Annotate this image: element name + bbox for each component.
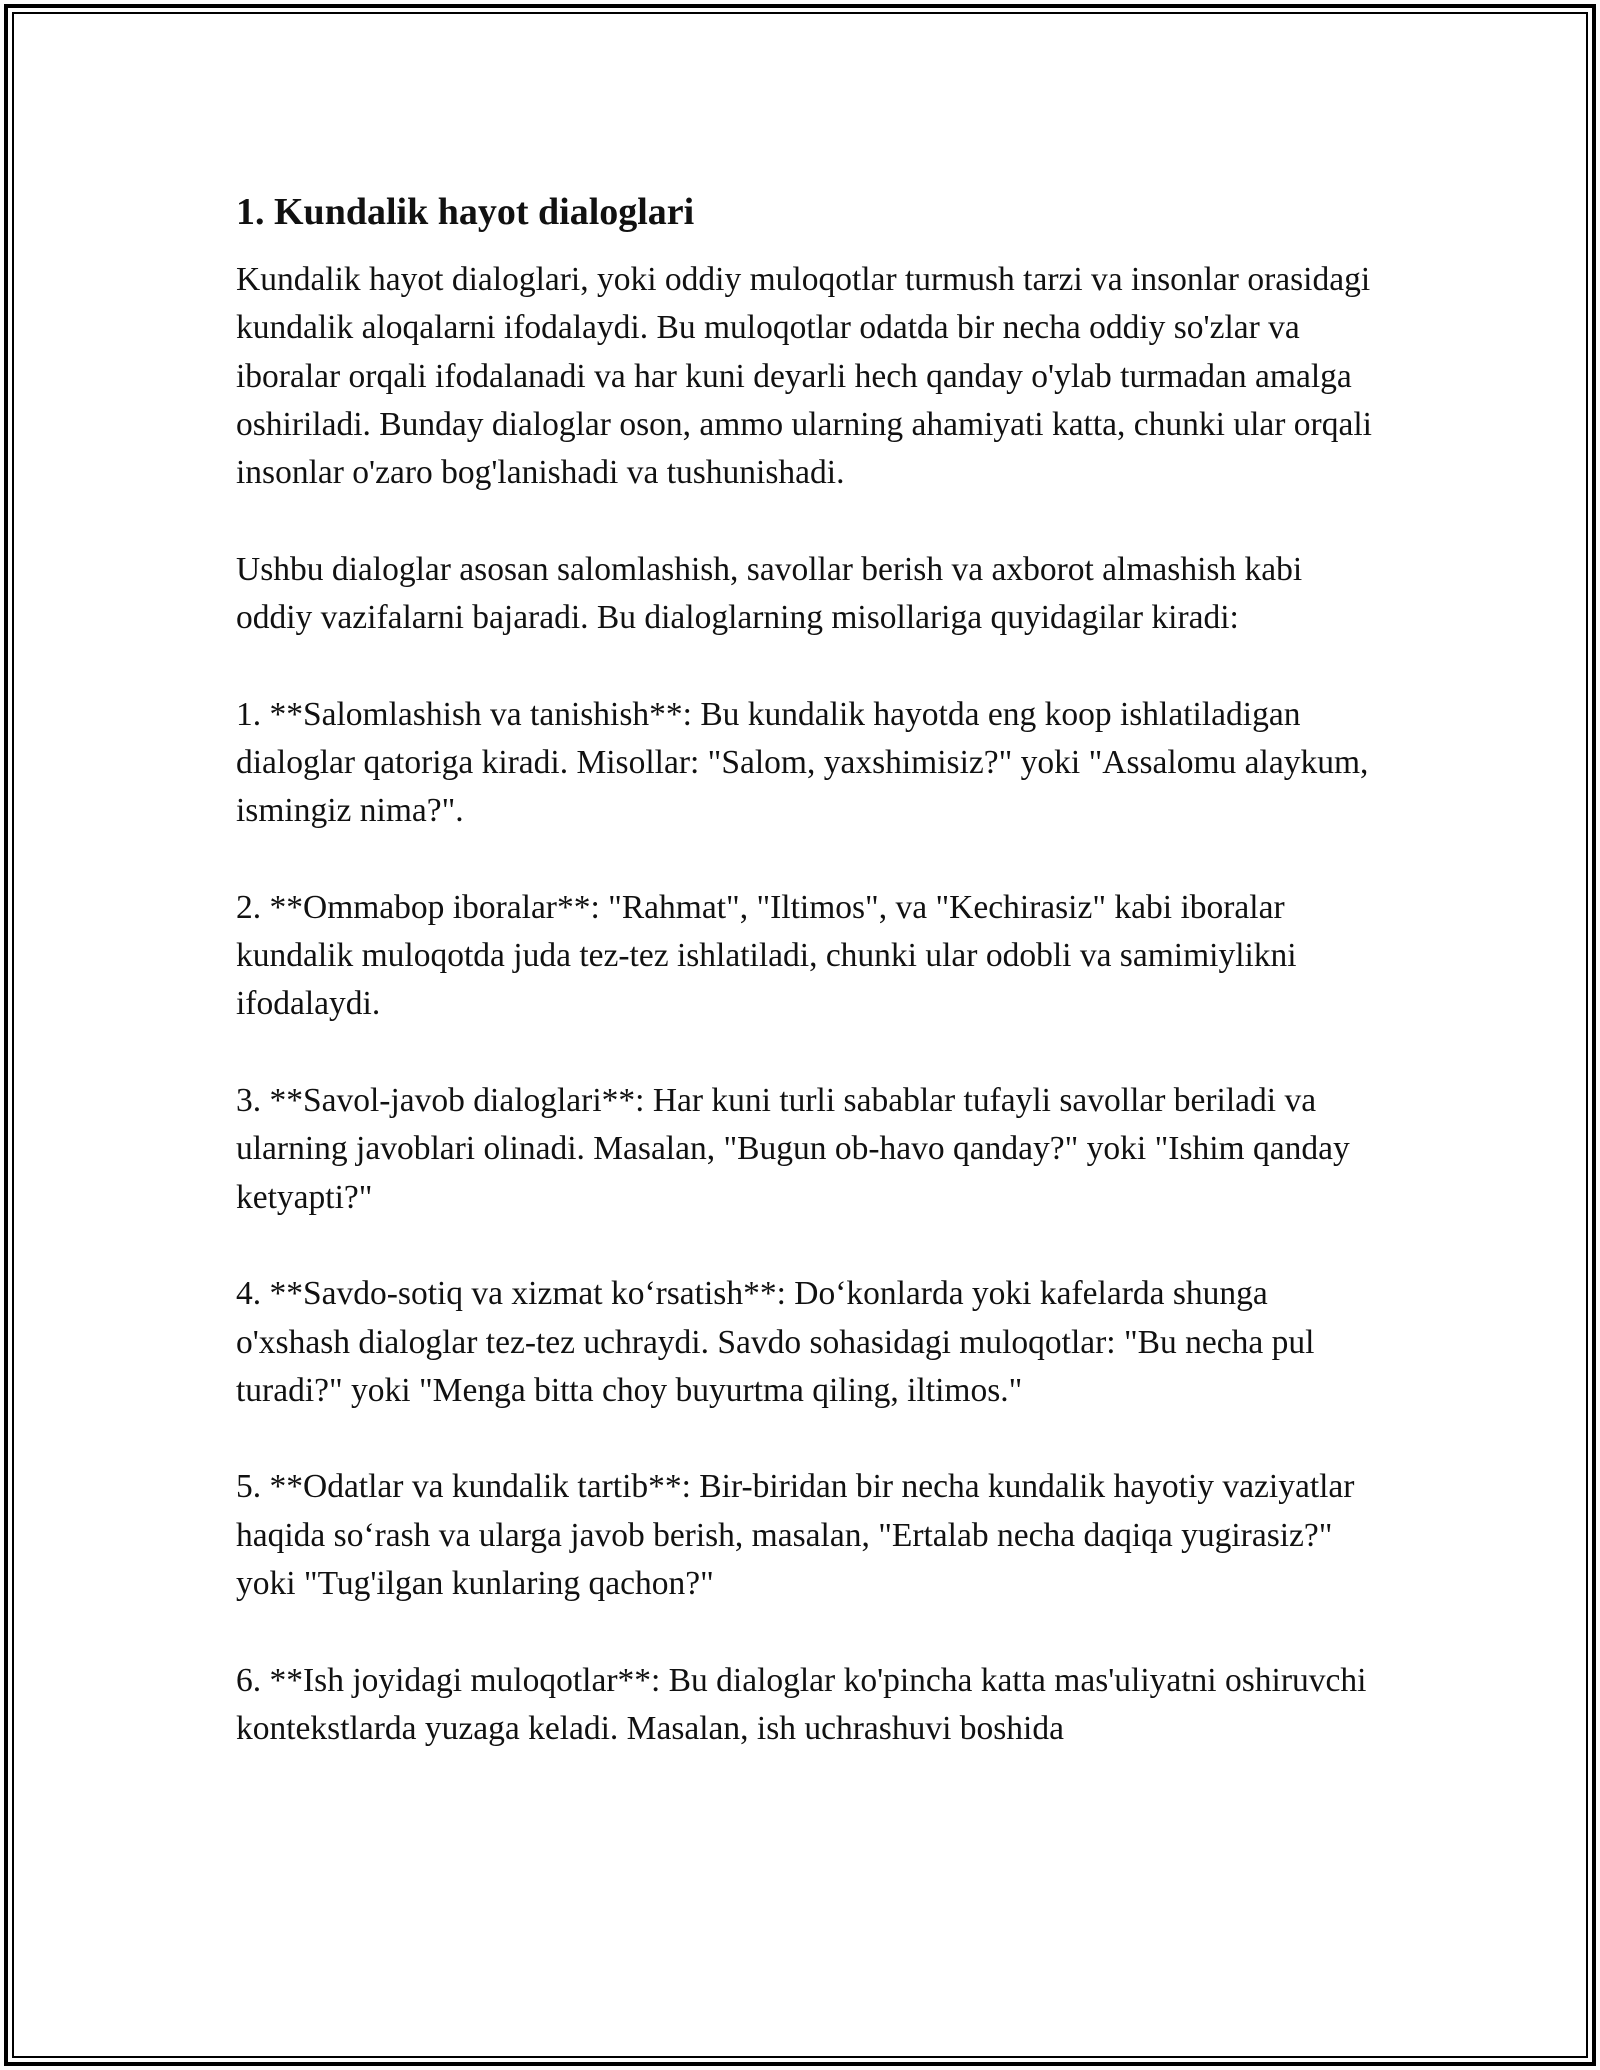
list-item-workplace: 6. **Ish joyidagi muloqotlar**: Bu dialoglar ko'pincha katta mas'uliyatni oshiruvchi kontekstlarda yuzaga keladi. Masalan, ish uchrashuvi boshida bbox=[236, 1661, 1367, 1747]
list-item-daily-routine: 5. **Odatlar va kundalik tartib**: Bir-biridan bir necha kundalik hayotiy vaziyatlar haqida so‘rash va ularga javob berish, masalan, "Ertalab necha daqiqa yugirasiz?" yoki "Tug'ilgan kunlaring qachon?" bbox=[236, 1468, 1355, 1603]
list-item-trade-service: 4. **Savdo-sotiq va xizmat ko‘rsatish**: Do‘konlarda yoki kafelarda shunga o'xshash dialoglar tez-tez uchraydi. Savdo sohasidagi muloqotlar: "Bu necha pul turadi?" yoki "Menga bitta choy buyurtma qiling, iltimos." bbox=[236, 1275, 1315, 1409]
paragraph-overview: Ushbu dialoglar asosan salomlashish, savollar berish va axborot almashish kabi oddiy vazifalarni bajaradi. Bu dialoglarning misollariga quyidagilar kiradi: bbox=[236, 550, 1303, 637]
section-heading: 1. Kundalik hayot dialoglari bbox=[236, 191, 695, 233]
list-item-greetings: 1. **Salomlashish va tanishish**: Bu kundalik hayotda eng koop ishlatiladigan dialoglar qatoriga kiradi. Misollar: "Salom, yaxshimisiz?" yoki "Assalomu alaykum, ismingiz nima?". bbox=[236, 695, 1369, 830]
document-body bbox=[236, 186, 1376, 1753]
list-item-question-answer: 3. **Savol-javob dialoglari**: Har kuni turli sabablar tufayli savollar beriladi va ularning javoblari olinadi. Masalan, "Bugun ob-havo qanday?" yoki "Ishim qanday ketyapti?" bbox=[236, 1082, 1350, 1216]
paragraph-intro: Kundalik hayot dialoglari, yoki oddiy muloqotlar turmush tarzi va insonlar orasidagi kundalik aloqalarni ifodalaydi. Bu muloqotlar odatda bir necha oddiy so'zlar va iboralar orqali ifodalanadi va har kuni deyarli hech qanday o'ylab turmadan amalga oshiriladi. Bunday dialoglar oson, ammo ularning ahamiyati katta, chunki ular orqali insonlar o'zaro bog'lanishadi va tushunishadi. bbox=[236, 261, 1372, 492]
list-item-common-phrases: 2. **Ommabop iboralar**: "Rahmat", "Iltimos", va "Kechirasiz" kabi iboralar kundalik muloqotda juda tez-tez ishlatiladi, chunki ular odobli va samimiylikni ifodalaydi. bbox=[236, 888, 1297, 1023]
